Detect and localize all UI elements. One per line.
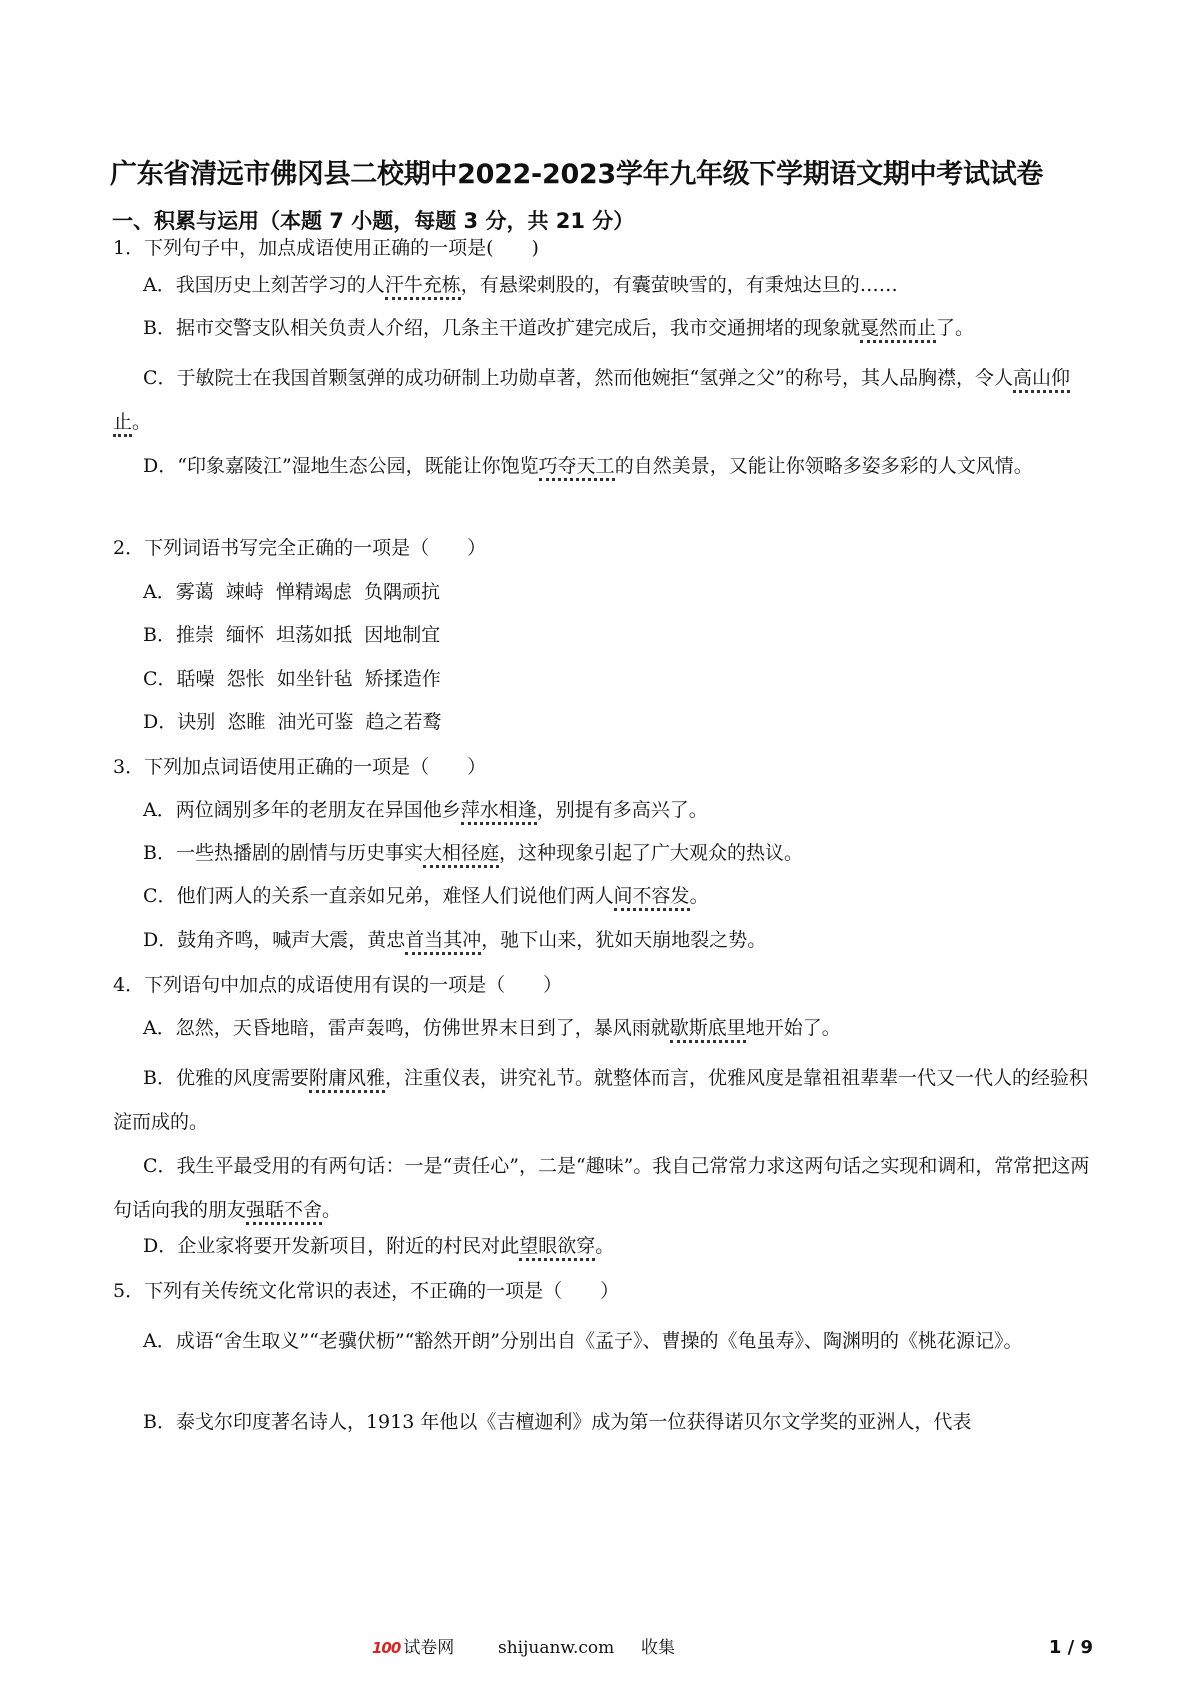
- question-2-option-d: D．诀别 恣睢 油光可鉴 趋之若鹜: [143, 711, 442, 733]
- question-4-option-b: B．优雅的风度需要附庸风雅，注重仪表，讲究礼节。就整体而言，优雅风度是靠祖祖辈辈一代又一代人的经验积淀而成的。: [113, 1067, 1088, 1133]
- question-5-option-b: B．泰戈尔印度著名诗人，1913 年他以《吉檀迦利》成为第一位获得诺贝尔文学奖的亚洲人，代表: [143, 1411, 972, 1433]
- question-1-option-a: A．我国历史上刻苦学习的人汗牛充栋，有悬梁刺股的，有囊萤映雪的，有秉烛达旦的……: [113, 270, 1093, 300]
- question-1-option-b: B．据市交警支队相关负责人介绍，几条主干道改扩建完成后，我市交通拥堵的现象就戛然而止了。: [113, 313, 1093, 343]
- question-1-stem: 1．下列句子中，加点成语使用正确的一项是( ): [113, 237, 539, 259]
- dotted-idiom: 附庸风雅: [309, 1067, 385, 1093]
- question-4-option-d: D．企业家将要开发新项目，附近的村民对此望眼欲穿。: [113, 1231, 1093, 1261]
- dotted-idiom: 间不容发: [614, 885, 690, 911]
- footer-collect: 收集: [641, 1638, 675, 1658]
- question-2-option-c: C．聒噪 怨怅 如坐针毡 矫揉造作: [143, 668, 441, 690]
- dotted-idiom: 望眼欲穿: [519, 1235, 595, 1261]
- dotted-idiom: 首当其冲: [405, 929, 481, 955]
- question-3-option-c: C．他们两人的关系一直亲如兄弟，难怪人们说他们两人间不容发。: [113, 881, 1093, 911]
- footer-site-link[interactable]: shijuanw.com: [498, 1638, 615, 1658]
- question-3-option-d: D．鼓角齐鸣，喊声大震，黄忠首当其冲，驰下山来，犹如天崩地裂之势。: [113, 925, 1093, 955]
- question-4-stem: 4．下列语句中加点的成语使用有误的一项是（ ）: [113, 974, 563, 996]
- question-5-option-a: A．成语“舍生取义”“老骥伏枥”“豁然开朗”分别出自《孟子》、曹操的《龟虽寿》、陶渊明的《桃花源记》。: [143, 1330, 1023, 1352]
- question-2-option-b: B．推崇 缅怀 坦荡如抵 因地制宜: [143, 624, 441, 646]
- question-4-option-a: A．忽然，天昏地暗，雷声轰鸣，仿佛世界末日到了，暴风雨就歇斯底里地开始了。: [113, 1013, 1093, 1043]
- dotted-idiom: 大相径庭: [423, 842, 499, 868]
- question-5-stem: 5．下列有关传统文化常识的表述，不正确的一项是（ ）: [113, 1280, 620, 1302]
- footer-brand-name: 试卷网: [403, 1638, 455, 1658]
- page-title: 广东省清远市佛冈县二校期中2022-2023学年九年级下学期语文期中考试试卷: [110, 159, 1044, 190]
- question-2-stem: 2．下列词语书写完全正确的一项是（ ）: [113, 537, 487, 559]
- question-2-option-a: A．雾蔼 竦峙 惮精竭虑 负隅顽抗: [143, 581, 440, 603]
- dotted-idiom: 戛然而止: [860, 317, 936, 343]
- page-footer: [0, 1633, 1191, 1663]
- question-3-stem: 3．下列加点词语使用正确的一项是（ ）: [113, 756, 487, 778]
- dotted-idiom: 巧夺天工: [539, 455, 615, 481]
- dotted-idiom: 强聒不舍: [246, 1199, 322, 1225]
- footer-brand: [372, 1633, 454, 1663]
- page-number: 1 / 9: [1048, 1637, 1093, 1658]
- dotted-idiom: 歇斯底里: [670, 1017, 746, 1043]
- section-heading: 一、积累与运用（本题 7 小题，每题 3 分，共 21 分）: [112, 209, 635, 233]
- question-1-option-c: C．于敏院士在我国首颗氢弹的成功研制上功勋卓著，然而他婉拒“氢弹之父”的称号，其人品胸襟，令人高山仰止。: [113, 356, 1093, 444]
- site-logo-icon: 100: [372, 1639, 401, 1657]
- question-4-option-c: C．我生平最受用的有两句话：一是“责任心”，二是“趣味”。我自己常常力求这两句话之实现和调和，常常把这两句话向我的朋友强聒不舍。: [113, 1144, 1093, 1232]
- question-1-option-d: D．“印象嘉陵江”湿地生态公园，既能让你饱览巧夺天工的自然美景，又能让你领略多姿多彩的人文风情。: [113, 442, 1093, 490]
- question-3-option-b: B．一些热播剧的剧情与历史事实大相径庭，这种现象引起了广大观众的热议。: [113, 838, 1093, 868]
- question-3-option-a: A．两位阔别多年的老朋友在异国他乡萍水相逢，别提有多高兴了。: [113, 795, 1093, 825]
- dotted-idiom: 高山仰止: [113, 367, 1070, 437]
- dotted-idiom: 汗牛充栋: [385, 274, 461, 300]
- dotted-idiom: 萍水相逢: [461, 799, 537, 825]
